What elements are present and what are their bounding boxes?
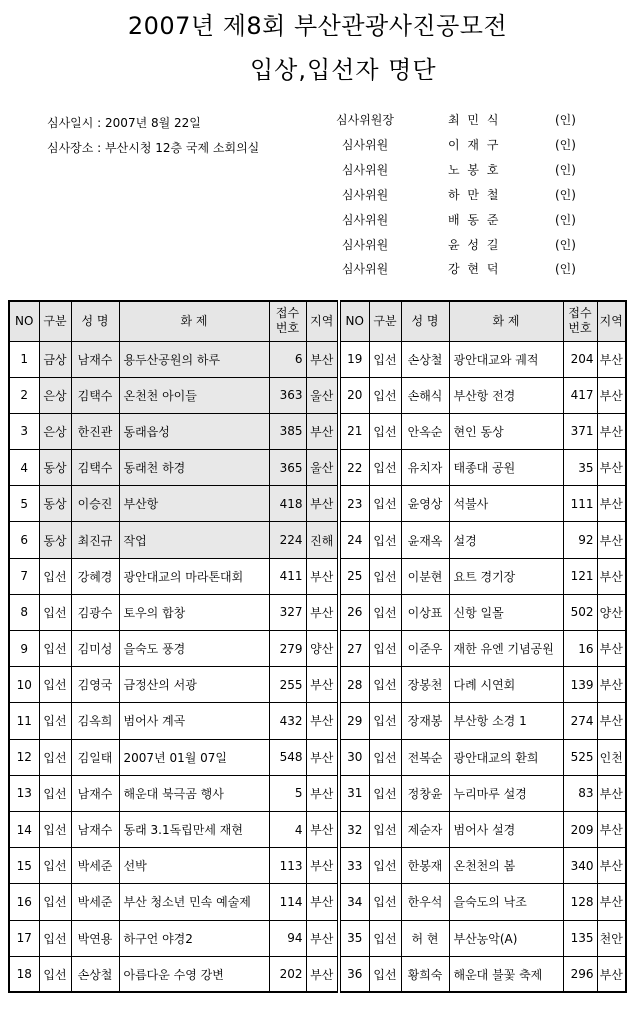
judge-name: 이 재 구	[448, 137, 501, 152]
page-title: 2007년 제8회 부산관광사진공모전	[127, 12, 508, 40]
cell-name: 윤영상	[401, 486, 449, 522]
cell-no: 18	[9, 956, 39, 992]
table-row	[9, 450, 626, 486]
cell-region: 부산	[306, 920, 339, 956]
cell-no: 8	[9, 594, 39, 630]
cell-subject: 토우의 합창	[119, 594, 269, 630]
cell-subject: 부산항	[119, 486, 269, 522]
cell-division: 입선	[39, 920, 71, 956]
cell-subject: 범어사 설경	[449, 811, 563, 847]
cell-subject: 하구언 야경2	[119, 920, 269, 956]
header-no: NO	[339, 301, 369, 341]
cell-entry-no: 4	[269, 811, 306, 847]
cell-entry-no: 411	[269, 558, 306, 594]
cell-no: 13	[9, 775, 39, 811]
cell-division: 입선	[39, 739, 71, 775]
cell-no: 16	[9, 884, 39, 920]
cell-name: 손상철	[401, 341, 449, 377]
cell-region: 부산	[597, 775, 626, 811]
cell-region: 부산	[597, 667, 626, 703]
cell-no: 26	[339, 594, 369, 630]
cell-name: 손해식	[401, 377, 449, 413]
cell-region: 부산	[306, 811, 339, 847]
judge-seal: (인)	[555, 262, 576, 277]
cell-region: 부산	[597, 811, 626, 847]
cell-region: 부산	[306, 884, 339, 920]
cell-division: 입선	[39, 631, 71, 667]
cell-division: 입선	[369, 450, 401, 486]
cell-division: 입선	[39, 811, 71, 847]
table-row	[9, 413, 626, 449]
cell-name: 장봉천	[401, 667, 449, 703]
cell-no: 15	[9, 848, 39, 884]
cell-name: 남재수	[71, 341, 119, 377]
table-header-row	[9, 301, 626, 341]
cell-entry-no: 113	[269, 848, 306, 884]
cell-subject: 해운대 불꽃 축제	[449, 956, 563, 992]
cell-subject: 요트 경기장	[449, 558, 563, 594]
cell-name: 이준우	[401, 631, 449, 667]
cell-region: 부산	[306, 848, 339, 884]
judge-row	[330, 211, 590, 227]
cell-division: 입선	[369, 341, 401, 377]
cell-entry-no: 111	[563, 486, 597, 522]
cell-subject: 설경	[449, 522, 563, 558]
cell-subject: 온천천의 봄	[449, 848, 563, 884]
cell-no: 33	[339, 848, 369, 884]
cell-name: 박세준	[71, 848, 119, 884]
judge-name: 최 민 식	[448, 113, 501, 127]
table-row	[9, 703, 626, 739]
cell-entry-no: 548	[269, 739, 306, 775]
judge-row	[330, 136, 590, 152]
cell-division: 입선	[369, 739, 401, 775]
cell-region: 울산	[306, 377, 339, 413]
judge-row	[330, 186, 590, 202]
cell-subject: 금정산의 서광	[119, 667, 269, 703]
cell-no: 21	[339, 413, 369, 449]
cell-entry-no: 202	[269, 956, 306, 992]
cell-region: 부산	[597, 377, 626, 413]
cell-region: 부산	[306, 341, 339, 377]
cell-entry-no: 114	[269, 884, 306, 920]
cell-division: 금상	[39, 341, 71, 377]
cell-region: 인천	[597, 739, 626, 775]
judge-role: 심사위원장	[336, 113, 394, 127]
cell-subject: 선박	[119, 848, 269, 884]
cell-division: 입선	[369, 884, 401, 920]
cell-name: 손상철	[71, 956, 119, 992]
header-region: 지역	[306, 301, 339, 341]
cell-subject: 아름다운 수영 강변	[119, 956, 269, 992]
cell-entry-no: 296	[563, 956, 597, 992]
cell-no: 28	[339, 667, 369, 703]
cell-no: 3	[9, 413, 39, 449]
judge-row	[330, 111, 590, 127]
cell-entry-no: 363	[269, 377, 306, 413]
cell-region: 부산	[306, 703, 339, 739]
judge-seal: (인)	[555, 187, 576, 202]
cell-entry-no: 92	[563, 522, 597, 558]
cell-division: 은상	[39, 413, 71, 449]
cell-entry-no: 209	[563, 811, 597, 847]
judge-name: 하 만 철	[448, 187, 501, 202]
cell-division: 동상	[39, 522, 71, 558]
cell-region: 부산	[597, 558, 626, 594]
cell-entry-no: 502	[563, 594, 597, 630]
judge-role: 심사위원	[341, 162, 389, 177]
cell-region: 부산	[597, 884, 626, 920]
judge-name: 강 현 덕	[448, 262, 501, 277]
header-entry-no: 접수 번호	[563, 301, 597, 341]
cell-name: 한진관	[71, 413, 119, 449]
cell-no: 35	[339, 920, 369, 956]
table-row	[9, 775, 626, 811]
cell-subject: 부산 청소년 민속 예술제	[119, 884, 269, 920]
cell-no: 34	[339, 884, 369, 920]
cell-entry-no: 5	[269, 775, 306, 811]
cell-subject: 동래 3.1독립만세 재현	[119, 811, 269, 847]
cell-name: 정창윤	[401, 775, 449, 811]
cell-name: 김광수	[71, 594, 119, 630]
judge-row	[330, 260, 590, 276]
cell-division: 입선	[369, 811, 401, 847]
cell-subject: 재한 유엔 기념공원	[449, 631, 563, 667]
judge-seal: (인)	[555, 113, 576, 127]
cell-subject: 2007년 01월 07일	[119, 739, 269, 775]
header-entry-no: 접수 번호	[269, 301, 306, 341]
cell-no: 7	[9, 558, 39, 594]
judge-seal: (인)	[555, 212, 576, 227]
cell-subject: 을숙도 풍경	[119, 631, 269, 667]
header-no: NO	[9, 301, 39, 341]
cell-name: 이승진	[71, 486, 119, 522]
cell-entry-no: 121	[563, 558, 597, 594]
cell-subject: 작업	[119, 522, 269, 558]
cell-entry-no: 139	[563, 667, 597, 703]
cell-no: 6	[9, 522, 39, 558]
cell-name: 남재수	[71, 775, 119, 811]
cell-no: 14	[9, 811, 39, 847]
judge-seal: (인)	[555, 137, 576, 152]
cell-entry-no: 525	[563, 739, 597, 775]
cell-subject: 부산항 소경 1	[449, 703, 563, 739]
cell-region: 부산	[597, 341, 626, 377]
cell-division: 입선	[369, 775, 401, 811]
cell-division: 입선	[39, 775, 71, 811]
cell-no: 22	[339, 450, 369, 486]
cell-name: 허 현	[401, 920, 449, 956]
judge-seal: (인)	[555, 162, 576, 177]
cell-entry-no: 365	[269, 450, 306, 486]
cell-no: 32	[339, 811, 369, 847]
cell-subject: 온천천 아이들	[119, 377, 269, 413]
header-name: 성 명	[71, 301, 119, 341]
cell-entry-no: 417	[563, 377, 597, 413]
cell-no: 30	[339, 739, 369, 775]
cell-division: 입선	[39, 956, 71, 992]
cell-entry-no: 128	[563, 884, 597, 920]
table-row	[9, 558, 626, 594]
cell-subject: 동래읍성	[119, 413, 269, 449]
cell-name: 전복순	[401, 739, 449, 775]
cell-entry-no: 83	[563, 775, 597, 811]
cell-region: 부산	[306, 667, 339, 703]
cell-division: 입선	[369, 558, 401, 594]
judge-role: 심사위원	[341, 187, 389, 202]
cell-no: 29	[339, 703, 369, 739]
cell-division: 입선	[39, 558, 71, 594]
header-region: 지역	[597, 301, 626, 341]
cell-region: 부산	[306, 558, 339, 594]
cell-name: 유치자	[401, 450, 449, 486]
cell-subject: 용두산공원의 하루	[119, 341, 269, 377]
judge-seal: (인)	[555, 237, 576, 252]
judge-role: 심사위원	[341, 212, 389, 227]
table-row	[9, 486, 626, 522]
cell-region: 부산	[306, 956, 339, 992]
header-subject: 화 제	[119, 301, 269, 341]
cell-entry-no: 371	[563, 413, 597, 449]
cell-name: 이분현	[401, 558, 449, 594]
cell-entry-no: 279	[269, 631, 306, 667]
cell-division: 입선	[369, 667, 401, 703]
cell-region: 부산	[306, 486, 339, 522]
cell-name: 김택수	[71, 377, 119, 413]
cell-no: 31	[339, 775, 369, 811]
cell-name: 제순자	[401, 811, 449, 847]
cell-subject: 부산농악(A)	[449, 920, 563, 956]
cell-subject: 해운대 북극곰 행사	[119, 775, 269, 811]
cell-name: 장재봉	[401, 703, 449, 739]
cell-region: 부산	[597, 631, 626, 667]
cell-entry-no: 255	[269, 667, 306, 703]
cell-no: 17	[9, 920, 39, 956]
judge-name: 배 동 준	[448, 212, 501, 227]
judge-row	[330, 161, 590, 177]
cell-region: 부산	[306, 739, 339, 775]
cell-entry-no: 35	[563, 450, 597, 486]
cell-region: 천안	[597, 920, 626, 956]
review-date: 심사일시 : 2007년 8월 22일	[47, 116, 201, 130]
cell-no: 12	[9, 739, 39, 775]
cell-subject: 을숙도의 낙조	[449, 884, 563, 920]
header-name: 성 명	[401, 301, 449, 341]
cell-no: 25	[339, 558, 369, 594]
cell-division: 입선	[369, 594, 401, 630]
cell-division: 입선	[39, 667, 71, 703]
cell-name: 박세준	[71, 884, 119, 920]
cell-region: 양산	[306, 631, 339, 667]
cell-name: 한봉재	[401, 848, 449, 884]
cell-region: 양산	[597, 594, 626, 630]
cell-no: 1	[9, 341, 39, 377]
cell-division: 동상	[39, 486, 71, 522]
cell-name: 김영국	[71, 667, 119, 703]
cell-subject: 누리마루 설경	[449, 775, 563, 811]
cell-region: 부산	[306, 413, 339, 449]
cell-name: 김옥희	[71, 703, 119, 739]
cell-subject: 다례 시연회	[449, 667, 563, 703]
cell-no: 4	[9, 450, 39, 486]
cell-division: 입선	[39, 703, 71, 739]
table-row	[9, 811, 626, 847]
cell-division: 입선	[369, 631, 401, 667]
cell-no: 24	[339, 522, 369, 558]
cell-entry-no: 94	[269, 920, 306, 956]
cell-no: 5	[9, 486, 39, 522]
cell-name: 이상표	[401, 594, 449, 630]
cell-no: 19	[339, 341, 369, 377]
judge-role: 심사위원	[341, 137, 389, 152]
cell-name: 박연용	[71, 920, 119, 956]
cell-entry-no: 135	[563, 920, 597, 956]
cell-division: 입선	[369, 848, 401, 884]
cell-entry-no: 274	[563, 703, 597, 739]
cell-subject: 광안대교의 마라톤대회	[119, 558, 269, 594]
cell-region: 부산	[597, 522, 626, 558]
review-place: 심사장소 : 부산시청 12층 국제 소회의실	[47, 141, 260, 155]
cell-division: 입선	[369, 413, 401, 449]
cell-subject: 범어사 계곡	[119, 703, 269, 739]
cell-entry-no: 340	[563, 848, 597, 884]
cell-subject: 현인 동상	[449, 413, 563, 449]
table-row	[9, 884, 626, 920]
winners-table	[8, 300, 627, 993]
cell-name: 남재수	[71, 811, 119, 847]
cell-division: 입선	[369, 486, 401, 522]
cell-entry-no: 432	[269, 703, 306, 739]
cell-no: 27	[339, 631, 369, 667]
cell-no: 11	[9, 703, 39, 739]
cell-subject: 광안대교와 궤적	[449, 341, 563, 377]
cell-name: 안옥순	[401, 413, 449, 449]
cell-region: 부산	[597, 956, 626, 992]
cell-region: 울산	[306, 450, 339, 486]
cell-region: 진해	[306, 522, 339, 558]
judge-name: 노 봉 호	[448, 162, 501, 177]
cell-division: 입선	[39, 594, 71, 630]
cell-division: 입선	[39, 884, 71, 920]
table-row	[9, 956, 626, 992]
table-row	[9, 522, 626, 558]
cell-name: 김미성	[71, 631, 119, 667]
cell-division: 입선	[369, 703, 401, 739]
cell-no: 20	[339, 377, 369, 413]
judge-row	[330, 236, 590, 252]
table-row	[9, 377, 626, 413]
cell-division: 입선	[369, 377, 401, 413]
table-row	[9, 341, 626, 377]
cell-no: 10	[9, 667, 39, 703]
cell-entry-no: 204	[563, 341, 597, 377]
cell-region: 부산	[597, 450, 626, 486]
cell-subject: 태종대 공원	[449, 450, 563, 486]
cell-region: 부산	[306, 775, 339, 811]
cell-division: 입선	[39, 848, 71, 884]
cell-no: 36	[339, 956, 369, 992]
table-row	[9, 920, 626, 956]
cell-region: 부산	[597, 486, 626, 522]
table-row	[9, 667, 626, 703]
cell-subject: 동래천 하경	[119, 450, 269, 486]
cell-entry-no: 224	[269, 522, 306, 558]
cell-name: 최진규	[71, 522, 119, 558]
cell-no: 9	[9, 631, 39, 667]
cell-division: 입선	[369, 956, 401, 992]
cell-no: 2	[9, 377, 39, 413]
cell-subject: 석불사	[449, 486, 563, 522]
cell-region: 부산	[597, 413, 626, 449]
cell-name: 황희숙	[401, 956, 449, 992]
header-division: 구분	[369, 301, 401, 341]
header-subject: 화 제	[449, 301, 563, 341]
page-subtitle: 입상,입선자 명단	[250, 56, 437, 84]
cell-name: 한우석	[401, 884, 449, 920]
judge-role: 심사위원	[341, 262, 389, 277]
judge-name: 윤 성 길	[448, 237, 501, 252]
cell-name: 윤재옥	[401, 522, 449, 558]
cell-entry-no: 385	[269, 413, 306, 449]
table-row	[9, 848, 626, 884]
cell-entry-no: 16	[563, 631, 597, 667]
cell-division: 입선	[369, 920, 401, 956]
cell-no: 23	[339, 486, 369, 522]
cell-subject: 신항 일몰	[449, 594, 563, 630]
cell-division: 은상	[39, 377, 71, 413]
cell-region: 부산	[306, 594, 339, 630]
cell-entry-no: 6	[269, 341, 306, 377]
table-row	[9, 739, 626, 775]
cell-subject: 광안대교의 환희	[449, 739, 563, 775]
cell-region: 부산	[597, 703, 626, 739]
cell-subject: 부산항 전경	[449, 377, 563, 413]
table-row	[9, 631, 626, 667]
header-division: 구분	[39, 301, 71, 341]
cell-name: 강혜경	[71, 558, 119, 594]
cell-entry-no: 327	[269, 594, 306, 630]
cell-name: 김택수	[71, 450, 119, 486]
judge-role: 심사위원	[341, 237, 389, 252]
cell-name: 김일태	[71, 739, 119, 775]
cell-region: 부산	[597, 848, 626, 884]
cell-entry-no: 418	[269, 486, 306, 522]
cell-division: 동상	[39, 450, 71, 486]
cell-division: 입선	[369, 522, 401, 558]
table-row	[9, 594, 626, 630]
